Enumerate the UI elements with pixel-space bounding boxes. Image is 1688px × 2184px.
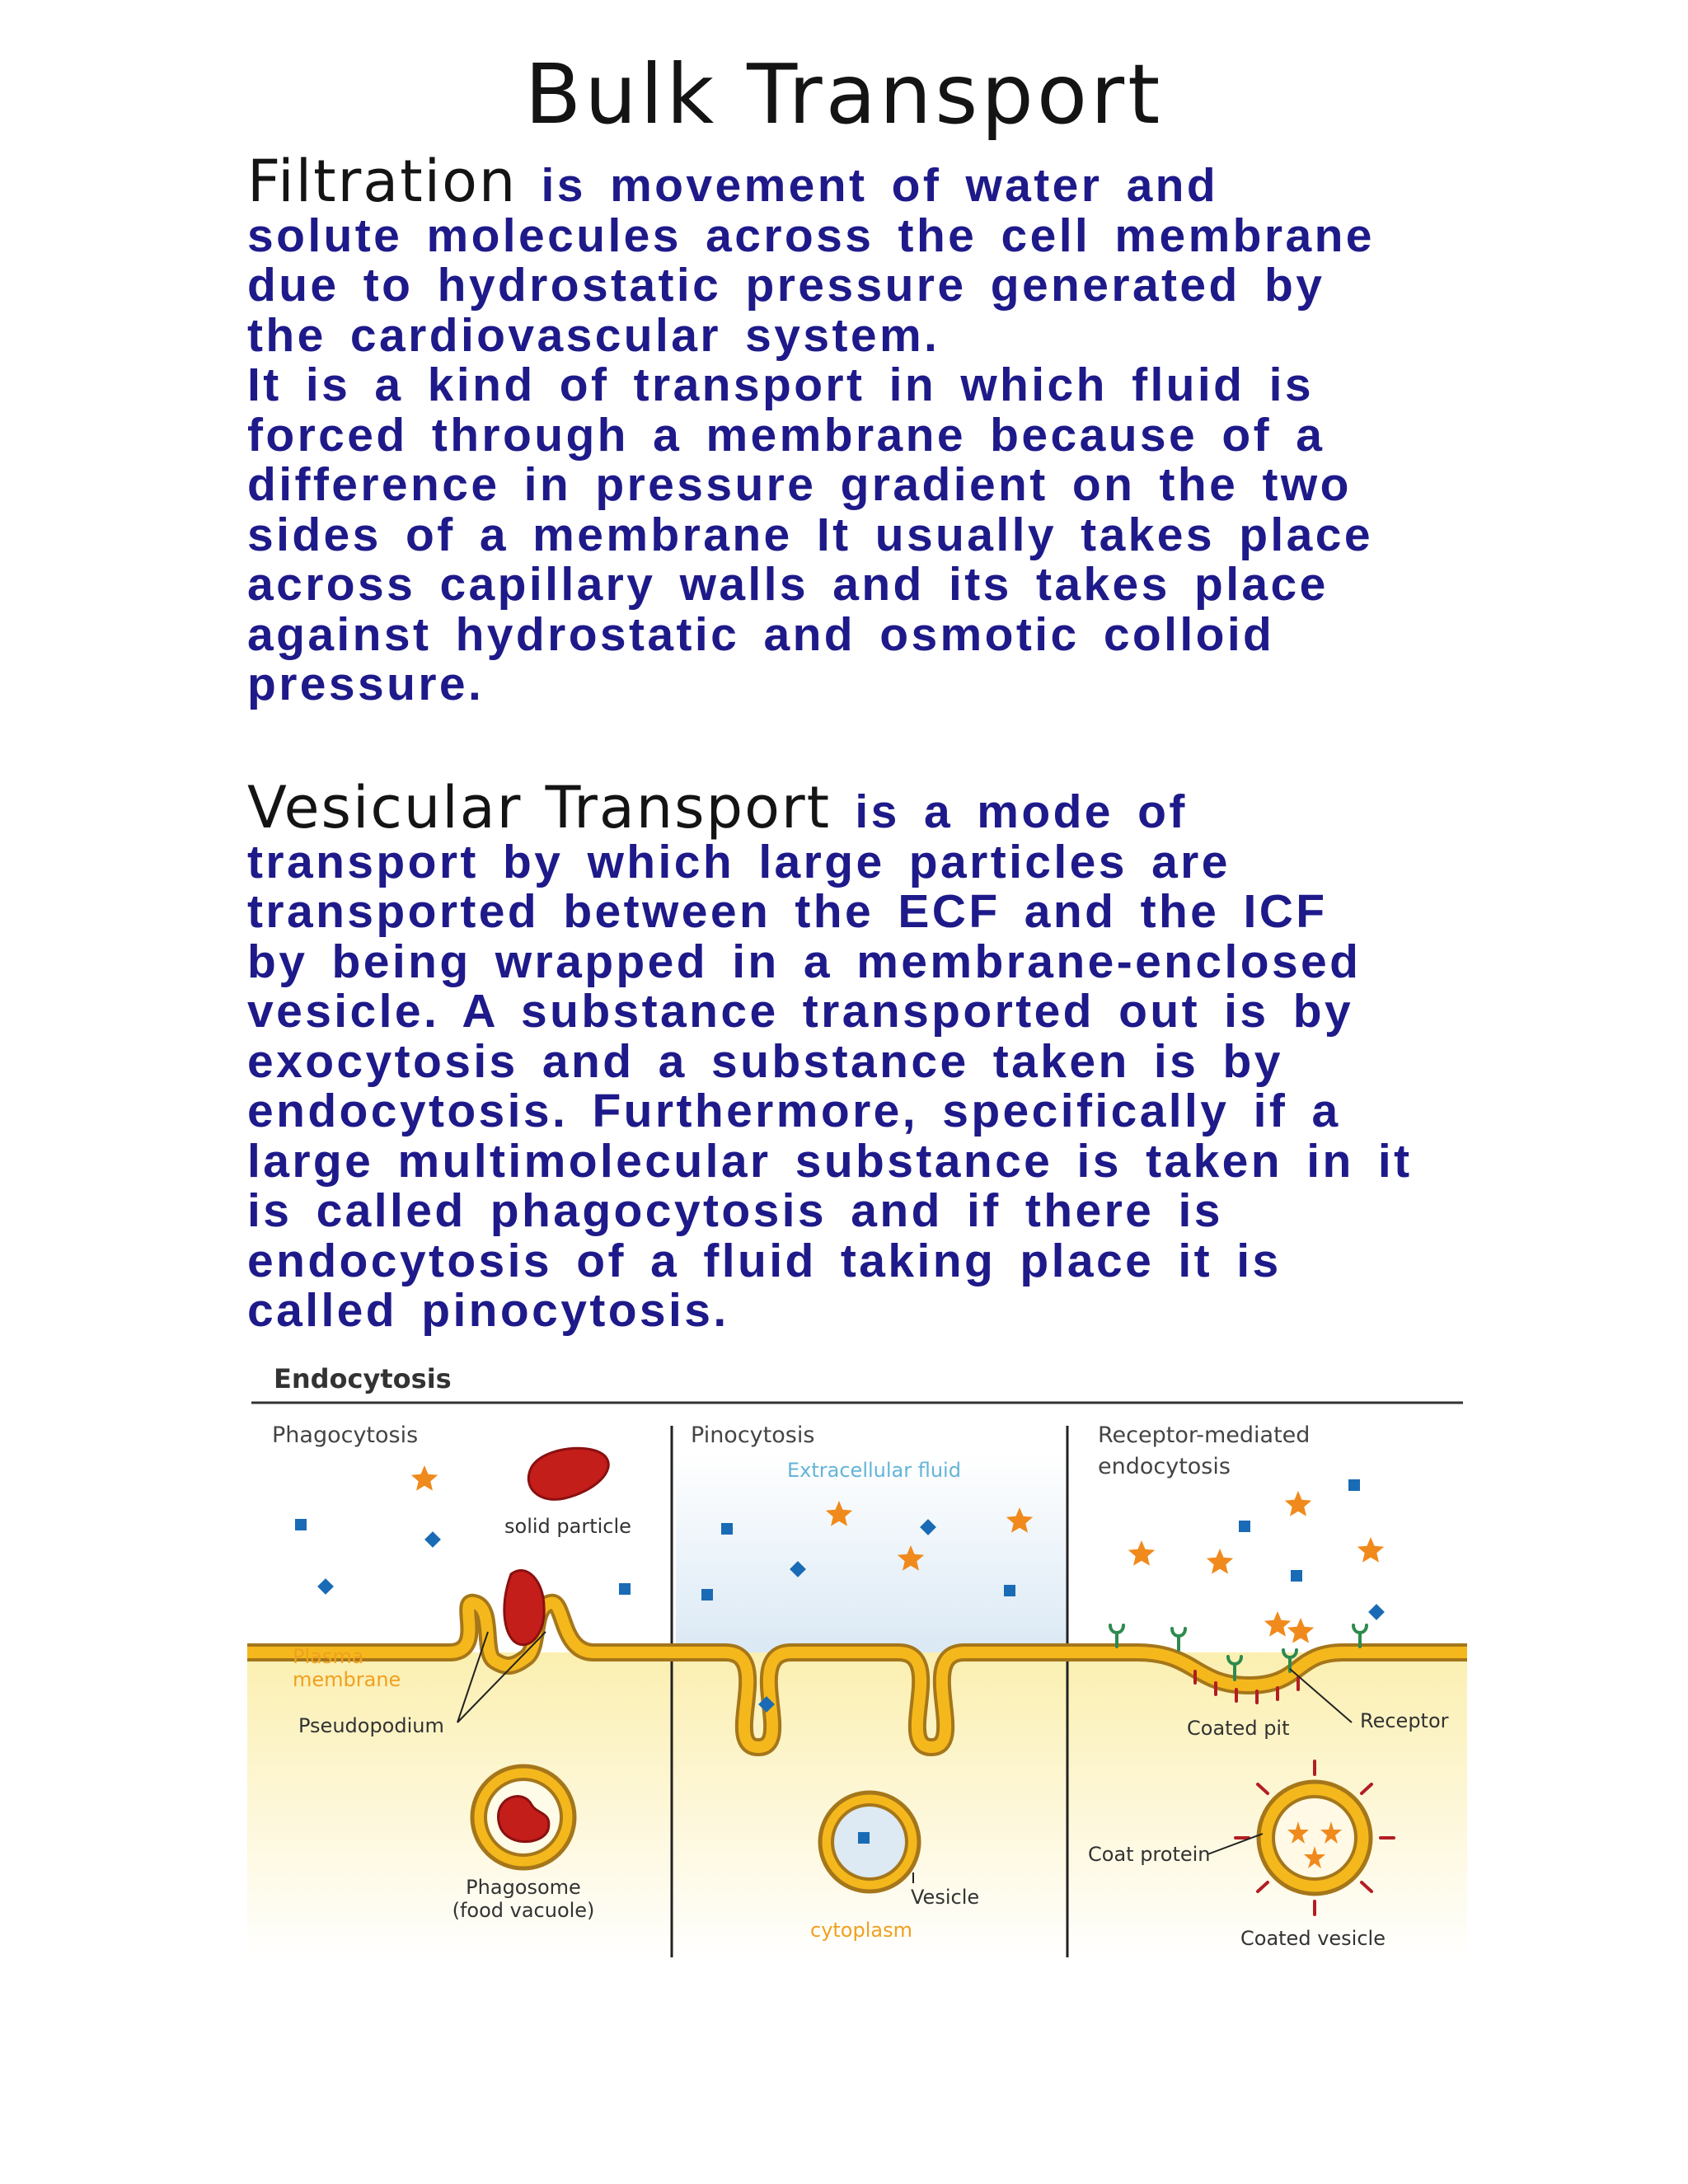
- coated-vesicle-label: Coated vesicle: [1240, 1927, 1386, 1950]
- engulfed-particle: [504, 1571, 544, 1645]
- coat-protein-label: Coat protein: [1088, 1843, 1211, 1866]
- vesicular-line-9: is called phagocytosis and if there is: [247, 1184, 1223, 1237]
- receptor-label: Receptor: [1360, 1709, 1449, 1732]
- vesicular-term: Vesicular Transport: [247, 774, 832, 841]
- solute-molecule-icon: [317, 1578, 334, 1595]
- pseudopodium-label: Pseudopodium: [298, 1714, 444, 1737]
- star-molecule-icon: [1207, 1549, 1233, 1574]
- vesicular-line-5: vesicle. A substance transported out is by: [247, 985, 1354, 1038]
- filtration-line-3: due to hydrostatic pressure generated by: [247, 259, 1325, 312]
- star-molecule-icon: [1128, 1540, 1155, 1566]
- filtration-line-2: solute molecules across the cell membrane: [247, 209, 1375, 262]
- solute-molecule-icon: [1291, 1570, 1302, 1582]
- star-molecule-icon: [1285, 1491, 1311, 1516]
- filtration-line-8: sides of a membrane It usually takes place: [247, 508, 1373, 561]
- filtration-line-10: against hydrostatic and osmotic colloid: [247, 607, 1275, 661]
- vesicular-line-6: exocytosis and a substance taken is by: [247, 1034, 1283, 1088]
- vesicle-label: Vesicle: [911, 1886, 980, 1909]
- phagosome-label-2: (food vacuole): [452, 1899, 595, 1922]
- plasma-membrane-label-2: membrane: [293, 1668, 401, 1691]
- vesicular-line-3: transported between the ECF and the ICF: [247, 885, 1328, 938]
- star-molecule-icon: [1264, 1611, 1291, 1637]
- solid-particle-shape: [528, 1448, 608, 1499]
- vesicular-line-10: endocytosis of a fluid taking place it is: [247, 1234, 1282, 1287]
- filtration-line-7: difference in pressure gradient on the two: [247, 458, 1352, 511]
- receptor-heading-line-2: endocytosis: [1098, 1454, 1231, 1479]
- pinocytosis-heading: Pinocytosis: [691, 1422, 815, 1448]
- cytoplasm-label: cytoplasm: [810, 1919, 912, 1942]
- filtration-line-6: forced through a membrane because of a: [247, 408, 1325, 462]
- filtration-line-11: pressure.: [247, 658, 485, 710]
- solid-particle-label: solid particle: [504, 1515, 631, 1538]
- vesicular-paragraph: [247, 774, 1484, 1337]
- extracellular-fluid-label: Extracellular fluid: [787, 1459, 961, 1482]
- solute-molecule-icon: [858, 1832, 870, 1844]
- solute-molecule-icon: [1348, 1479, 1360, 1491]
- page-title: Bulk Transport: [524, 46, 1164, 143]
- filtration-line-4: the cardiovascular system.: [247, 308, 940, 362]
- star-molecule-icon: [1357, 1537, 1384, 1563]
- phagocytosis-heading: Phagocytosis: [272, 1422, 419, 1448]
- solute-molecule-icon: [424, 1531, 441, 1548]
- plasma-membrane-label-1: Plasma: [293, 1645, 364, 1668]
- coated-vesicle: [1236, 1761, 1394, 1915]
- filtration-line-1: Filtration is movement of water and: [247, 148, 1219, 215]
- filtration-term: Filtration: [247, 148, 518, 215]
- solute-molecule-icon: [1239, 1521, 1250, 1532]
- vesicular-line-7: endocytosis. Furthermore, specifically if a: [247, 1085, 1341, 1137]
- coated-pit-label: Coated pit: [1187, 1717, 1290, 1740]
- solute-molecule-icon: [701, 1589, 713, 1601]
- phagosome-label-1: Phagosome: [466, 1876, 581, 1899]
- solute-molecule-icon: [619, 1583, 631, 1595]
- solute-molecule-icon: [295, 1519, 307, 1530]
- diagram-title: Endocytosis: [274, 1363, 452, 1394]
- filtration-line-5: It is a kind of transport in which fluid is: [247, 359, 1314, 411]
- filtration-line-9: across capillary walls and its takes place: [247, 558, 1329, 611]
- solute-molecule-icon: [1004, 1585, 1015, 1596]
- solute-molecule-icon: [1368, 1604, 1385, 1620]
- vesicular-line-1: Vesicular Transport is a mode of: [247, 774, 1188, 841]
- filtration-paragraph: [247, 148, 1484, 710]
- star-molecule-icon: [1287, 1618, 1314, 1643]
- phagosome: [472, 1766, 574, 1868]
- receptor-heading-line-1: Receptor-mediated: [1098, 1422, 1311, 1448]
- vesicular-line-2: transport by which large particles are: [247, 835, 1231, 888]
- vesicular-line-8: large multimolecular substance is taken in it: [247, 1134, 1413, 1188]
- vesicular-line-11: called pinocytosis.: [247, 1284, 729, 1337]
- solute-molecule-icon: [721, 1523, 733, 1535]
- star-molecule-icon: [411, 1465, 438, 1491]
- vesicular-line-4: by being wrapped in a membrane-enclosed: [247, 935, 1362, 988]
- endocytosis-diagram: [247, 1360, 1467, 1961]
